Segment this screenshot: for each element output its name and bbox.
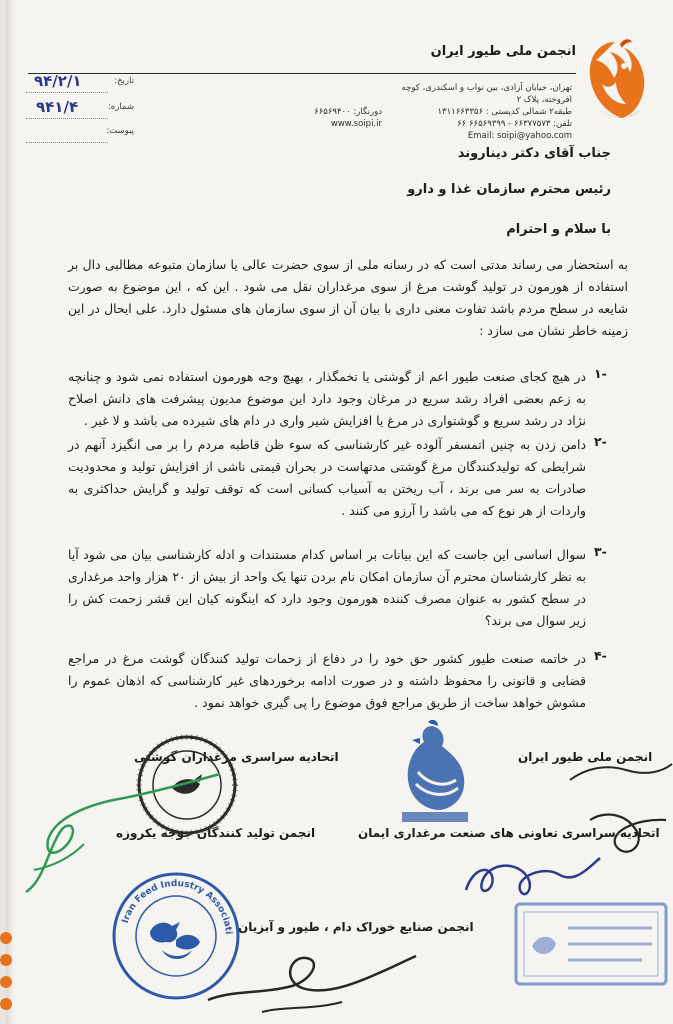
header-divider [28,73,576,74]
organization-name: انجمن ملی طیور ایران [430,44,576,59]
website-link: www.soipi.ir [330,119,382,129]
paper-fold-shadow [6,0,14,1024]
address-line: طبقه۲ شمالی کدپستی : ۱۳۱۱۶۶۳۳۵۶ [437,107,572,117]
attachment-line [26,142,108,143]
number-line [26,118,108,119]
address-block [386,82,572,142]
email-line: Email: soipi@yahoo.com [467,131,572,141]
green-signature-icon [14,770,234,900]
fax-line: دورنگار: ۶۶۵۶۹۴۰۰ [314,107,382,117]
point-number: ۱- [594,366,607,381]
address-line: تهران، خیابان آزادی، بین نواب و اسکندری، کوچه افروخته، پلاک ۲ [401,83,572,105]
signature-label-chick-producers: انجمن تولید کنندگان جوجه یکروزه [116,826,316,840]
signature-label-poultry-association: انجمن ملی طیور ایران [518,750,653,764]
point-text: دامن زدن به چنین اتمسفر آلوده غیر کارشناسی که سوء ظن قاطبه مردم را بر می انگیزد آنهم در شرایطی که تولیدکنندگان مرغ گوشتی مدتهاست در بحران قیمتی ناشی از افزایش تولید و محدودیت صادرات به سر می برند ، آب ریختن به آسیاب کسانی است که توقف تولید و گرایش حداکثری به واردات از هر نوع که می باشد را آرزو می کنند . [68,437,586,518]
signature-label-broiler-union: اتحادیه سراسری مرغداران گوشتی [134,750,339,764]
point-number: ۴- [594,648,607,663]
stamp-english-text: Iran Feed Industry Association [106,863,233,935]
signature-label-feed-industry: انجمن صنایع خوراک دام ، طیور و آبزیان [238,920,474,934]
chicken-stamp-icon [384,718,484,828]
phone-line: تلفن: ۶۶۳۷۷۵۷۳ - ۶۶۵۶۹۳۹۹ ۶۶ [457,119,572,129]
poultry-logo-icon [580,36,650,128]
cooperative-stamp-icon [512,900,672,990]
date-line [26,92,108,93]
addressee-title: رئیس محترم سازمان غذا و دارو [407,182,611,197]
fax-web-block [232,92,382,130]
signature-label-cooperative-union: اتحادیه سراسری تعاونی های صنعت مرغداری ایمان [358,826,660,840]
addressee-name: جناب آقای دکتر دیناروند [457,146,611,161]
decorative-dots-icon [0,930,16,1020]
point-number: ۲- [594,434,607,449]
point-number: ۳- [594,544,607,559]
point-text: در هیچ کجای صنعت طیور اعم از گوشتی یا تخمگذار ، بهیچ وجه هورمون استفاده نمی شود و چنانچه به زعم بعضی افراد رشد سریع در مرغان وجود دارد این موضوع مدیون پیشرفت های دانش اصلاح نژاد در رشد سریع و گوشتواری در مرغ یا افزایش شیر واری در دام های شیرده می باشد و لا غیر . [68,369,586,428]
attachment-label: پیوست: [106,126,134,136]
letter-page [6,0,673,1024]
initials-signature-icon [566,760,673,880]
greeting: با سلام و احترام [506,222,611,237]
intro-paragraph: به استحضار می رساند مدتی است که در رسانه ملی از سوی حضرت عالی یا سازمان متبوعه مطالبی دال بر استفاده از هورمون در تولید گوشت مرغ از سوی مرغداران نقل می شود . این که ، این موضوع به صورت شایعه در سطح مردم باشد تفاوت معنی داری با بیان آن از سوی سازمان های مسئول دارد. علی ایحال در این زمینه خاطر نشان می سازد : [68,257,628,338]
handwritten-date: ۹۴/۲/۱ [34,72,82,90]
date-label: تاریخ: [114,76,134,86]
dark-signature-icon [202,920,422,1020]
point-text: در خاتمه صنعت طیور کشور حق خود را در دفاع از زحمات تولید کنندگان گوشت مرغ در مراجع قضایی و قانونی را محفوظ داشته و در صورت ادامه برخوردهای غیر کارشناسی که اذهان عموم را مشوش خواهد ساخت از طریق مراجع فوق موضوع را پی گیری خواهد نمود . [68,651,586,710]
handwritten-number: ۹۴۱/۴ [36,98,79,116]
point-text: سوال اساسی این جاست که این بیانات بر اساس کدام مستندات و ادله کارشناسی بیان می شود آیا به نظر کارشناسان محترم آن سازمان امکان نام بردن تنها یک واحد از بیش از ۲۰ هزار واحد مرغداری در سطح کشور به عنوان مصرف کننده هورمون وجود دارد که اینگونه کیان این قشر زحمت کش را زیر سوال می برند؟ [68,547,586,628]
number-label: شماره: [107,102,134,112]
